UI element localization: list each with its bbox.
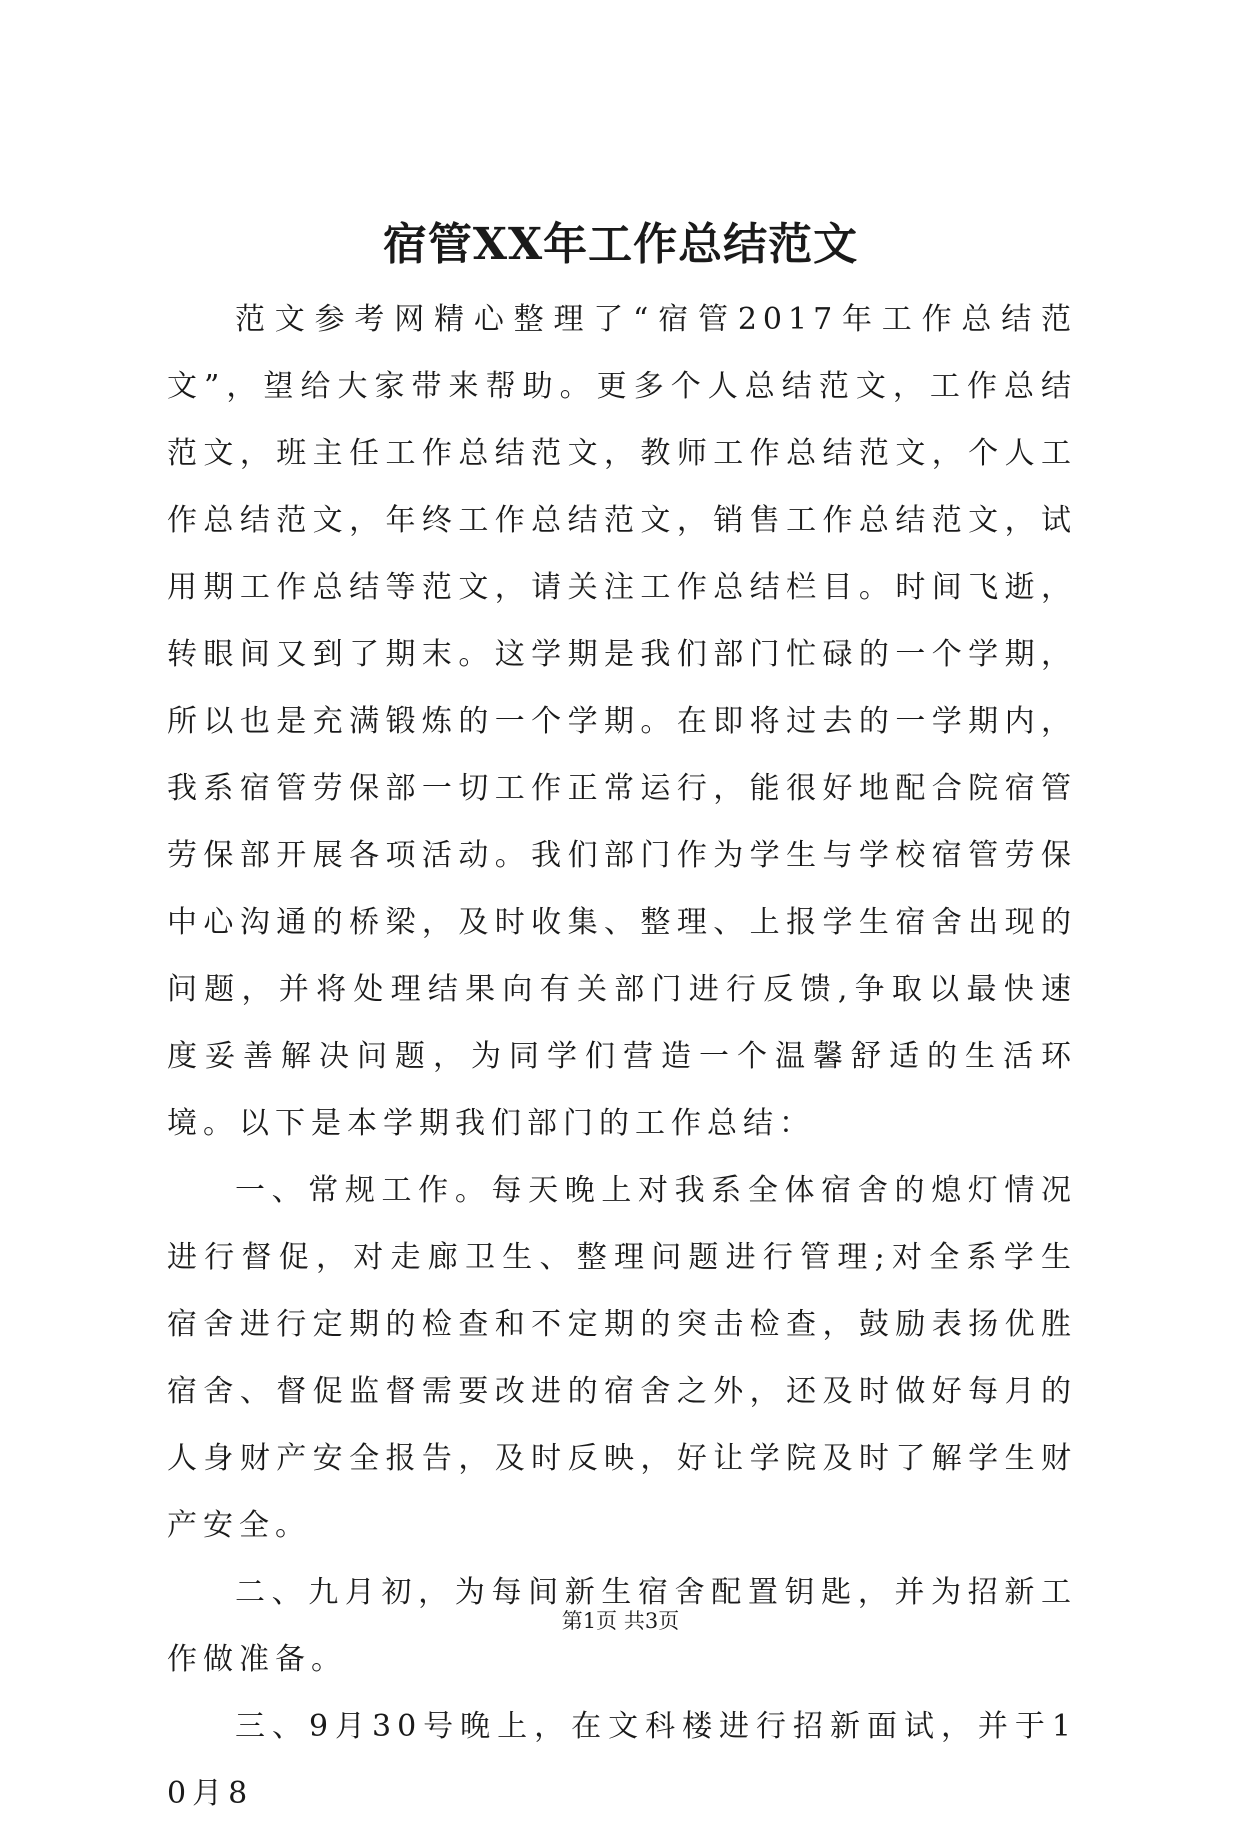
document-body <box>167 286 1077 1827</box>
paragraph-intro: 范文参考网精心整理了“宿管2017年工作总结范文”，望给大家带来帮助。更多个人总结范文，工作总结范文，班主任工作总结范文，教师工作总结范文，个人工作总结范文，年终工作总结范文，销售工作总结范文，试用期工作总结等范文，请关注工作总结栏目。时间飞逝，转眼间又到了期末。这学期是我们部门忙碌的一个学期，所以也是充满锻炼的一个学期。在即将过去的一学期内，我系宿管劳保部一切工作正常运行，能很好地配合院宿管劳保部开展各项活动。我们部门作为学生与学校宿管劳保中心沟通的桥梁，及时收集、整理、上报学生宿舍出现的问题，并将处理结果向有关部门进行反馈,争取以最快速度妥善解决问题，为同学们营造一个温馨舒适的生活环境。以下是本学期我们部门的工作总结： <box>167 302 1077 1141</box>
paragraph-recruitment-interview: 三、9月30号晚上，在文科楼进行招新面试，并于10月8 <box>167 1709 1077 1811</box>
page-footer: 第1页 共3页 <box>561 1609 680 1633</box>
paragraph-routine-work: 一、常规工作。每天晚上对我系全体宿舍的熄灯情况进行督促，对走廊卫生、整理问题进行管理;对全系学生宿舍进行定期的检查和不定期的突击检查，鼓励表扬优胜宿舍、督促监督需要改进的宿舍之外，还及时做好每月的人身财产安全报告，及时反映，好让学院及时了解学生财产安全。 <box>167 1173 1077 1543</box>
paragraph-september-keys: 二、九月初，为每间新生宿舍配置钥匙，并为招新工作做准备。 <box>167 1575 1077 1677</box>
document-title: 宿管XX年工作总结范文 <box>382 219 859 270</box>
